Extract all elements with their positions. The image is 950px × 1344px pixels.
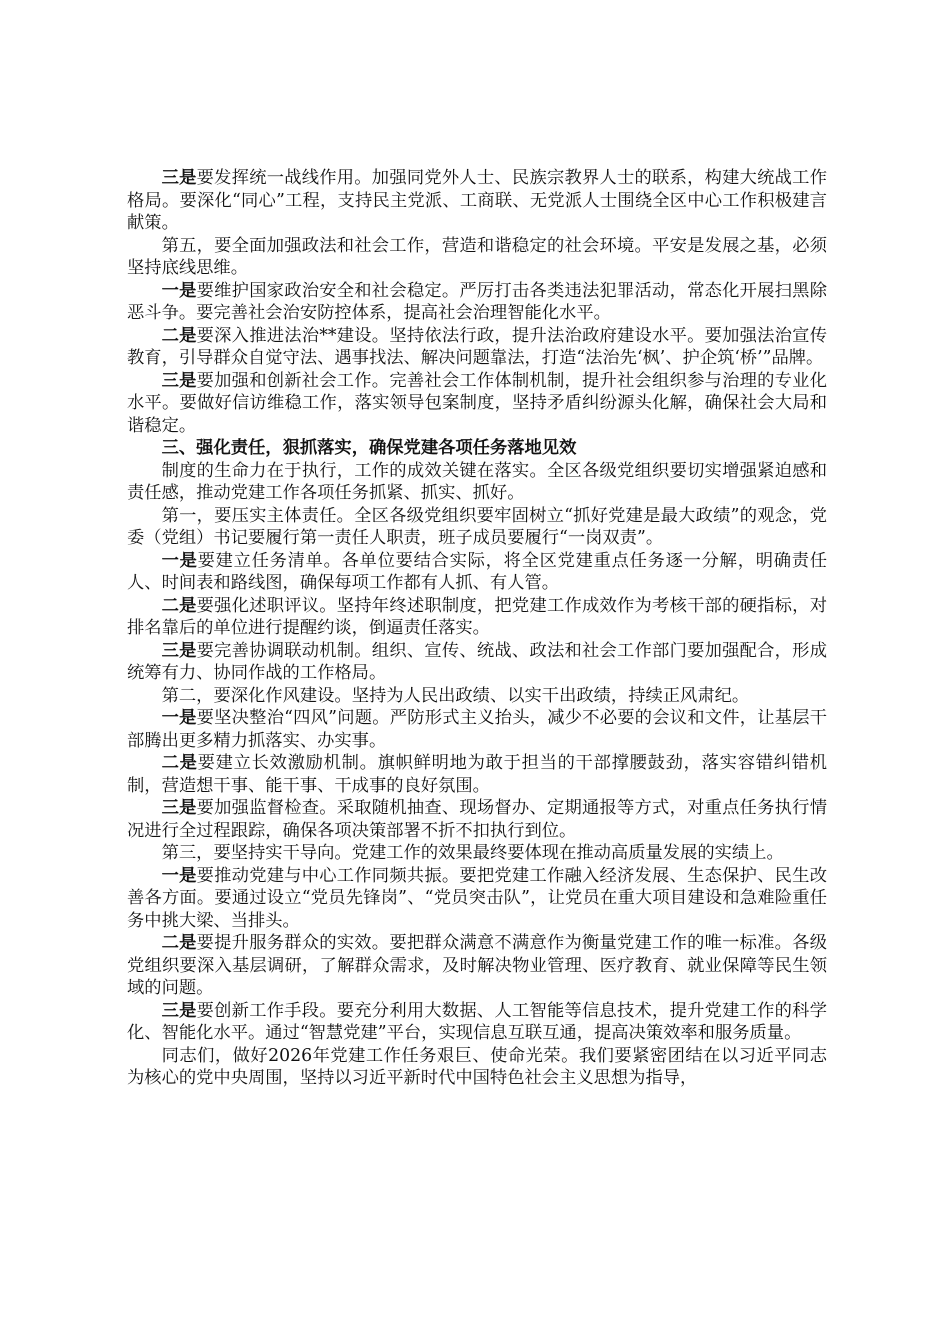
paragraph-text: 要维护国家政治安全和社会稳定。严厉打击各类违法犯罪活动，常态化开展扫黑除恶斗争。要完善社会治安防控体系，提高社会治理智能化水平。	[127, 280, 827, 323]
paragraph	[127, 460, 827, 505]
paragraph-text: 要建立长效激励机制。旗帜鲜明地为敢于担当的干部撑腰鼓劲，落实容错纠错机制，营造想干事、能干事、干成事的良好氛围。	[127, 753, 827, 796]
paragraph-text: 要发挥统一战线作用。加强同党外人士、民族宗教界人士的联系，构建大统战工作格局。要深化“同心”工程，支持民主党派、工商联、无党派人士围绕全区中心工作积极建言献策。	[127, 168, 827, 233]
paragraph	[127, 797, 827, 842]
paragraph	[127, 685, 827, 708]
paragraph-lead: 三是	[161, 798, 197, 818]
paragraph	[127, 595, 827, 640]
paragraph	[127, 325, 827, 370]
paragraph-text: 要强化述职评议。坚持年终述职制度，把党建工作成效作为考核干部的硬指标，对排名靠后的单位进行提醒约谈，倒逼责任落实。	[127, 595, 827, 638]
paragraph	[127, 1045, 827, 1090]
paragraph-text: 要深入推进法治**建设。坚持依法行政，提升法治政府建设水平。要加强法治宣传教育，引导群众自觉守法、遇事找法、解决问题靠法，打造“法治先‘枫’、护企筑‘桥’”品牌。	[127, 325, 827, 368]
paragraph-lead: 二是	[161, 595, 197, 616]
paragraph	[127, 235, 827, 280]
paragraph-lead: 三是	[161, 640, 197, 661]
paragraph	[127, 640, 827, 685]
paragraph-lead: 二是	[161, 933, 197, 953]
paragraph-lead: 三是	[161, 1000, 197, 1021]
paragraph	[127, 280, 827, 325]
paragraph-text: 要加强和创新社会工作。完善社会工作体制机制，提升社会组织参与治理的专业化水平。要做好信访维稳工作，落实领导包案制度，坚持矛盾纠纷源头化解，确保社会大局和谐稳定。	[127, 370, 827, 436]
paragraph-text: 要坚决整治“四风”问题。严防形式主义抬头，减少不必要的会议和文件，让基层干部腾出更多精力抓落实、办实事。	[127, 708, 827, 751]
paragraph-text: 要完善协调联动机制。组织、宣传、统战、政法和社会工作部门要加强配合，形成统筹有力、协同作战的工作格局。	[127, 640, 827, 683]
paragraph-lead: 一是	[161, 865, 197, 886]
paragraph	[127, 842, 827, 865]
paragraph-text: 要建立任务清单。各单位要结合实际，将全区党建重点任务逐一分解，明确责任人、时间表和路线图，确保每项工作都有人抓、有人管。	[127, 550, 827, 593]
paragraph-text: 同志们，做好2026年党建工作任务艰巨、使命光荣。我们要紧密团结在以习近平同志为核心的党中央周围，坚持以习近平新时代中国特色社会主义思想为指导，	[127, 1045, 827, 1088]
paragraph-text: 第三，要坚持实干导向。党建工作的效果最终要体现在推动高质量发展的实绩上。	[161, 843, 784, 863]
paragraph-text: 第二，要深化作风建设。坚持为人民出政绩、以实干出政绩，持续正风肃纪。	[161, 685, 750, 706]
paragraph	[127, 1000, 827, 1045]
paragraph	[127, 752, 827, 797]
paragraph-text: 要推动党建与中心工作同频共振。要把党建工作融入经济发展、生态保护、民生改善各方面。要通过设立“党员先锋岗”、“党员突击队”，让党员在重大项目建设和急难险重任务中挑大梁、当排头。	[127, 865, 827, 931]
paragraph-text: 要提升服务群众的实效。要把群众满意不满意作为衡量党建工作的唯一标准。各级党组织要深入基层调研，了解群众需求，及时解决物业管理、医疗教育、就业保障等民生领域的问题。	[127, 933, 827, 998]
section-heading-text: 三、强化责任，狠抓落实，确保党建各项任务落地见效	[161, 438, 577, 458]
paragraph-text: 制度的生命力在于执行，工作的成效关键在落实。全区各级党组织要切实增强紧迫感和责任感，推动党建工作各项任务抓紧、抓实、抓好。	[127, 460, 827, 503]
paragraph	[127, 707, 827, 752]
paragraph-lead: 一是	[161, 280, 197, 301]
paragraph-lead: 三是	[161, 370, 197, 391]
paragraph	[127, 550, 827, 595]
document-page	[127, 167, 827, 1090]
paragraph-text: 要加强监督检查。采取随机抽查、现场督办、定期通报等方式，对重点任务执行情况进行全过程跟踪，确保各项决策部署不折不扣执行到位。	[127, 798, 827, 841]
paragraph	[127, 932, 827, 1000]
paragraph	[127, 167, 827, 235]
paragraph	[127, 505, 827, 550]
section-heading	[127, 437, 827, 460]
paragraph	[127, 865, 827, 933]
paragraph	[127, 370, 827, 438]
paragraph-text: 第五，要全面加强政法和社会工作，营造和谐稳定的社会环境。平安是发展之基，必须坚持底线思维。	[127, 235, 827, 278]
paragraph-lead: 二是	[161, 325, 197, 346]
paragraph-lead: 二是	[161, 753, 198, 773]
paragraph-text: 要创新工作手段。要充分利用大数据、人工智能等信息技术，提升党建工作的科学化、智能化水平。通过“智慧党建”平台，实现信息互联互通，提高决策效率和服务质量。	[127, 1000, 827, 1043]
paragraph-text: 第一，要压实主体责任。全区各级党组织要牢固树立“抓好党建是最大政绩”的观念，党委（党组）书记要履行第一责任人职责，班子成员要履行“一岗双责”。	[127, 505, 827, 548]
paragraph-lead: 三是	[161, 168, 197, 188]
paragraph-lead: 一是	[161, 708, 197, 728]
paragraph-lead: 一是	[161, 550, 198, 571]
